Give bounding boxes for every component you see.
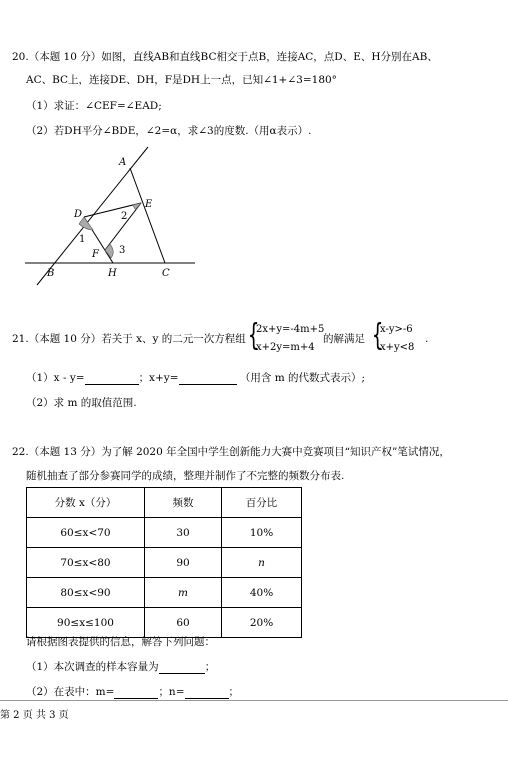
table-cell: 20% [222,608,302,638]
label-h: H [108,268,117,279]
answer-blank-x-plus-y[interactable] [179,373,237,385]
q21-part1-a: （1）x - y= [26,372,85,384]
q21-part1-c: （用含 m 的代数式表示）; [239,372,366,384]
q21-ineq1: x-y>-6 [380,324,413,335]
frequency-table [26,487,302,638]
q21-part2: （2）求 m 的取值范围. [26,397,137,409]
q22-prompt: 请根据图表提供的信息，解答下列问题： [26,636,215,648]
table-cell: 30 [145,518,222,548]
table-header-row [27,488,302,518]
q21-prefix: 21.（本题 10 分）若关于 x、y 的二元一次方程组 [12,333,246,345]
answer-blank-x-minus-y[interactable] [85,373,139,385]
geometry-figure [0,0,508,300]
q21-eq2: x+2y=m+4 [256,342,315,353]
table-cell: 80≤x<90 [27,578,145,608]
table-cell: 90 [145,548,222,578]
q22-part1-text: （1）本次调查的样本容量为 [26,661,159,673]
q21-mid: 的解满足 [323,333,365,345]
angle-3-marker [105,244,113,258]
label-d: D [74,209,83,220]
q21-part1 [26,371,365,385]
answer-blank-m[interactable] [114,687,158,699]
table-cell: 60 [145,608,222,638]
q20-line1: 20.（本题 10 分）如图，直线AB和直线BC相交于点B，连接AC，点D、E、H分别在AB、 [12,51,438,63]
footer-divider [0,700,508,701]
table-row [27,548,302,578]
q22-part1-end: ； [204,661,216,673]
label-e: E [145,199,153,210]
q21-suffix: . [425,333,429,345]
system-brace-1: { [247,318,260,353]
table-row [27,578,302,608]
label-angle-2: 2 [121,211,128,222]
label-angle-1: 1 [79,234,86,245]
q20-line2: AC、BC上，连接DE、DH，F是DH上一点，已知∠1+∠3=180° [26,74,337,86]
q22-part2-b: ；n= [158,686,185,698]
header-percent: 百分比 [222,488,302,518]
q20-part1: （1）求证：∠CEF=∠EAD; [26,100,162,112]
table-cell: n [222,548,302,578]
label-f: F [92,249,99,260]
q22-part1 [26,660,215,674]
answer-blank-sample-size[interactable] [159,662,205,674]
header-frequency: 频数 [145,488,222,518]
table-cell: 40% [222,578,302,608]
system-brace-2: { [371,318,384,353]
table-cell: 60≤x<70 [27,518,145,548]
label-c: C [162,268,170,279]
answer-blank-n[interactable] [185,687,229,699]
angle-2-marker [133,203,141,209]
label-b: B [47,268,55,279]
table-cell: 70≤x<80 [27,548,145,578]
q22-part2-end: ； [228,686,239,698]
table-cell: 90≤x≤100 [27,608,145,638]
table-row [27,518,302,548]
page-footer: 第 2 页 共 3 页 [0,710,69,721]
q22-line1: 22.（本题 13 分）为了解 2020 年全国中学生创新能力大赛中竞赛项目“知识产权”笔试情况， [12,446,450,458]
table-cell: 10% [222,518,302,548]
q21-ineq2: x+y<8 [380,342,415,353]
segment-ac [130,168,165,263]
table-row [27,608,302,638]
q20-part2: （2）若DH平分∠BDE，∠2=α，求∠3的度数.（用α表示）. [26,125,312,137]
q21-part1-b: ；x+y= [138,372,179,384]
q22-part2 [26,685,239,699]
label-angle-3: 3 [119,245,126,256]
q22-line2: 随机抽查了部分参赛同学的成绩，整理并制作了不完整的频数分布表. [26,470,345,482]
table-cell: m [145,578,222,608]
header-score: 分数 x（分） [27,488,145,518]
q21-eq1: 2x+y=-4m+5 [256,324,325,335]
label-a: A [119,157,127,168]
q22-part2-a: （2）在表中：m= [26,686,115,698]
